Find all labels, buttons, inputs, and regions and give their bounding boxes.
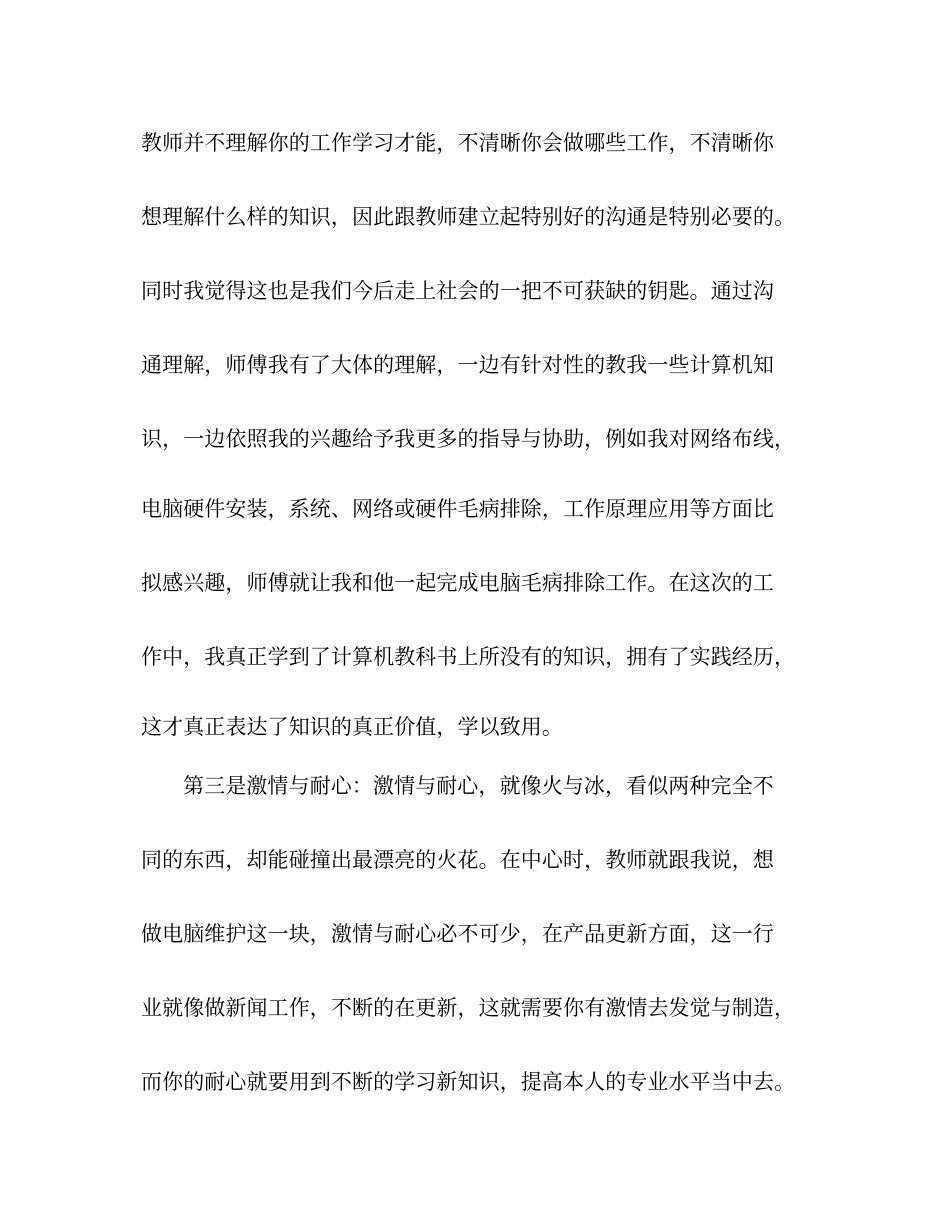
paragraph-first-line: 第三是激情与耐心：激情与耐心，就像火与冰，看似两种完全不 — [183, 774, 774, 798]
text-line: 同的东西，却能碰撞出最漂亮的火花。在中心时，教师就跟我说，想 — [141, 848, 774, 872]
text-line: 作中，我真正学到了计算机教科书上所没有的知识，拥有了实践经历， — [141, 645, 796, 669]
text-line: 教师并不理解你的工作学习才能，不清晰你会做哪些工作，不清晰你 — [141, 131, 774, 155]
text-line: 业就像做新闻工作，不断的在更新，这就需要你有激情去发觉与制造， — [141, 996, 796, 1020]
text-line: 做电脑维护这一块，激情与耐心必不可少，在产品更新方面，这一行 — [141, 922, 774, 946]
text-line: 而你的耐心就要用到不断的学习新知识，提高本人的专业水平当中去。 — [141, 1070, 796, 1094]
text-line: 识，一边依照我的兴趣给予我更多的指导与协助，例如我对网络布线， — [141, 427, 796, 451]
text-line: 同时我觉得这也是我们今后走上社会的一把不可获缺的钥匙。通过沟 — [141, 279, 774, 303]
text-line: 想理解什么样的知识，因此跟教师建立起特别好的沟通是特别必要的。 — [141, 205, 796, 229]
text-line: 拟感兴趣，师傅就让我和他一起完成电脑毛病排除工作。在这次的工 — [141, 571, 774, 595]
text-line: 电脑硬件安装，系统、网络或硬件毛病排除，工作原理应用等方面比 — [141, 497, 774, 521]
text-line: 通理解，师傅我有了大体的理解，一边有针对性的教我一些计算机知 — [141, 353, 774, 377]
text-line: 这才真正表达了知识的真正价值，学以致用。 — [141, 715, 563, 739]
